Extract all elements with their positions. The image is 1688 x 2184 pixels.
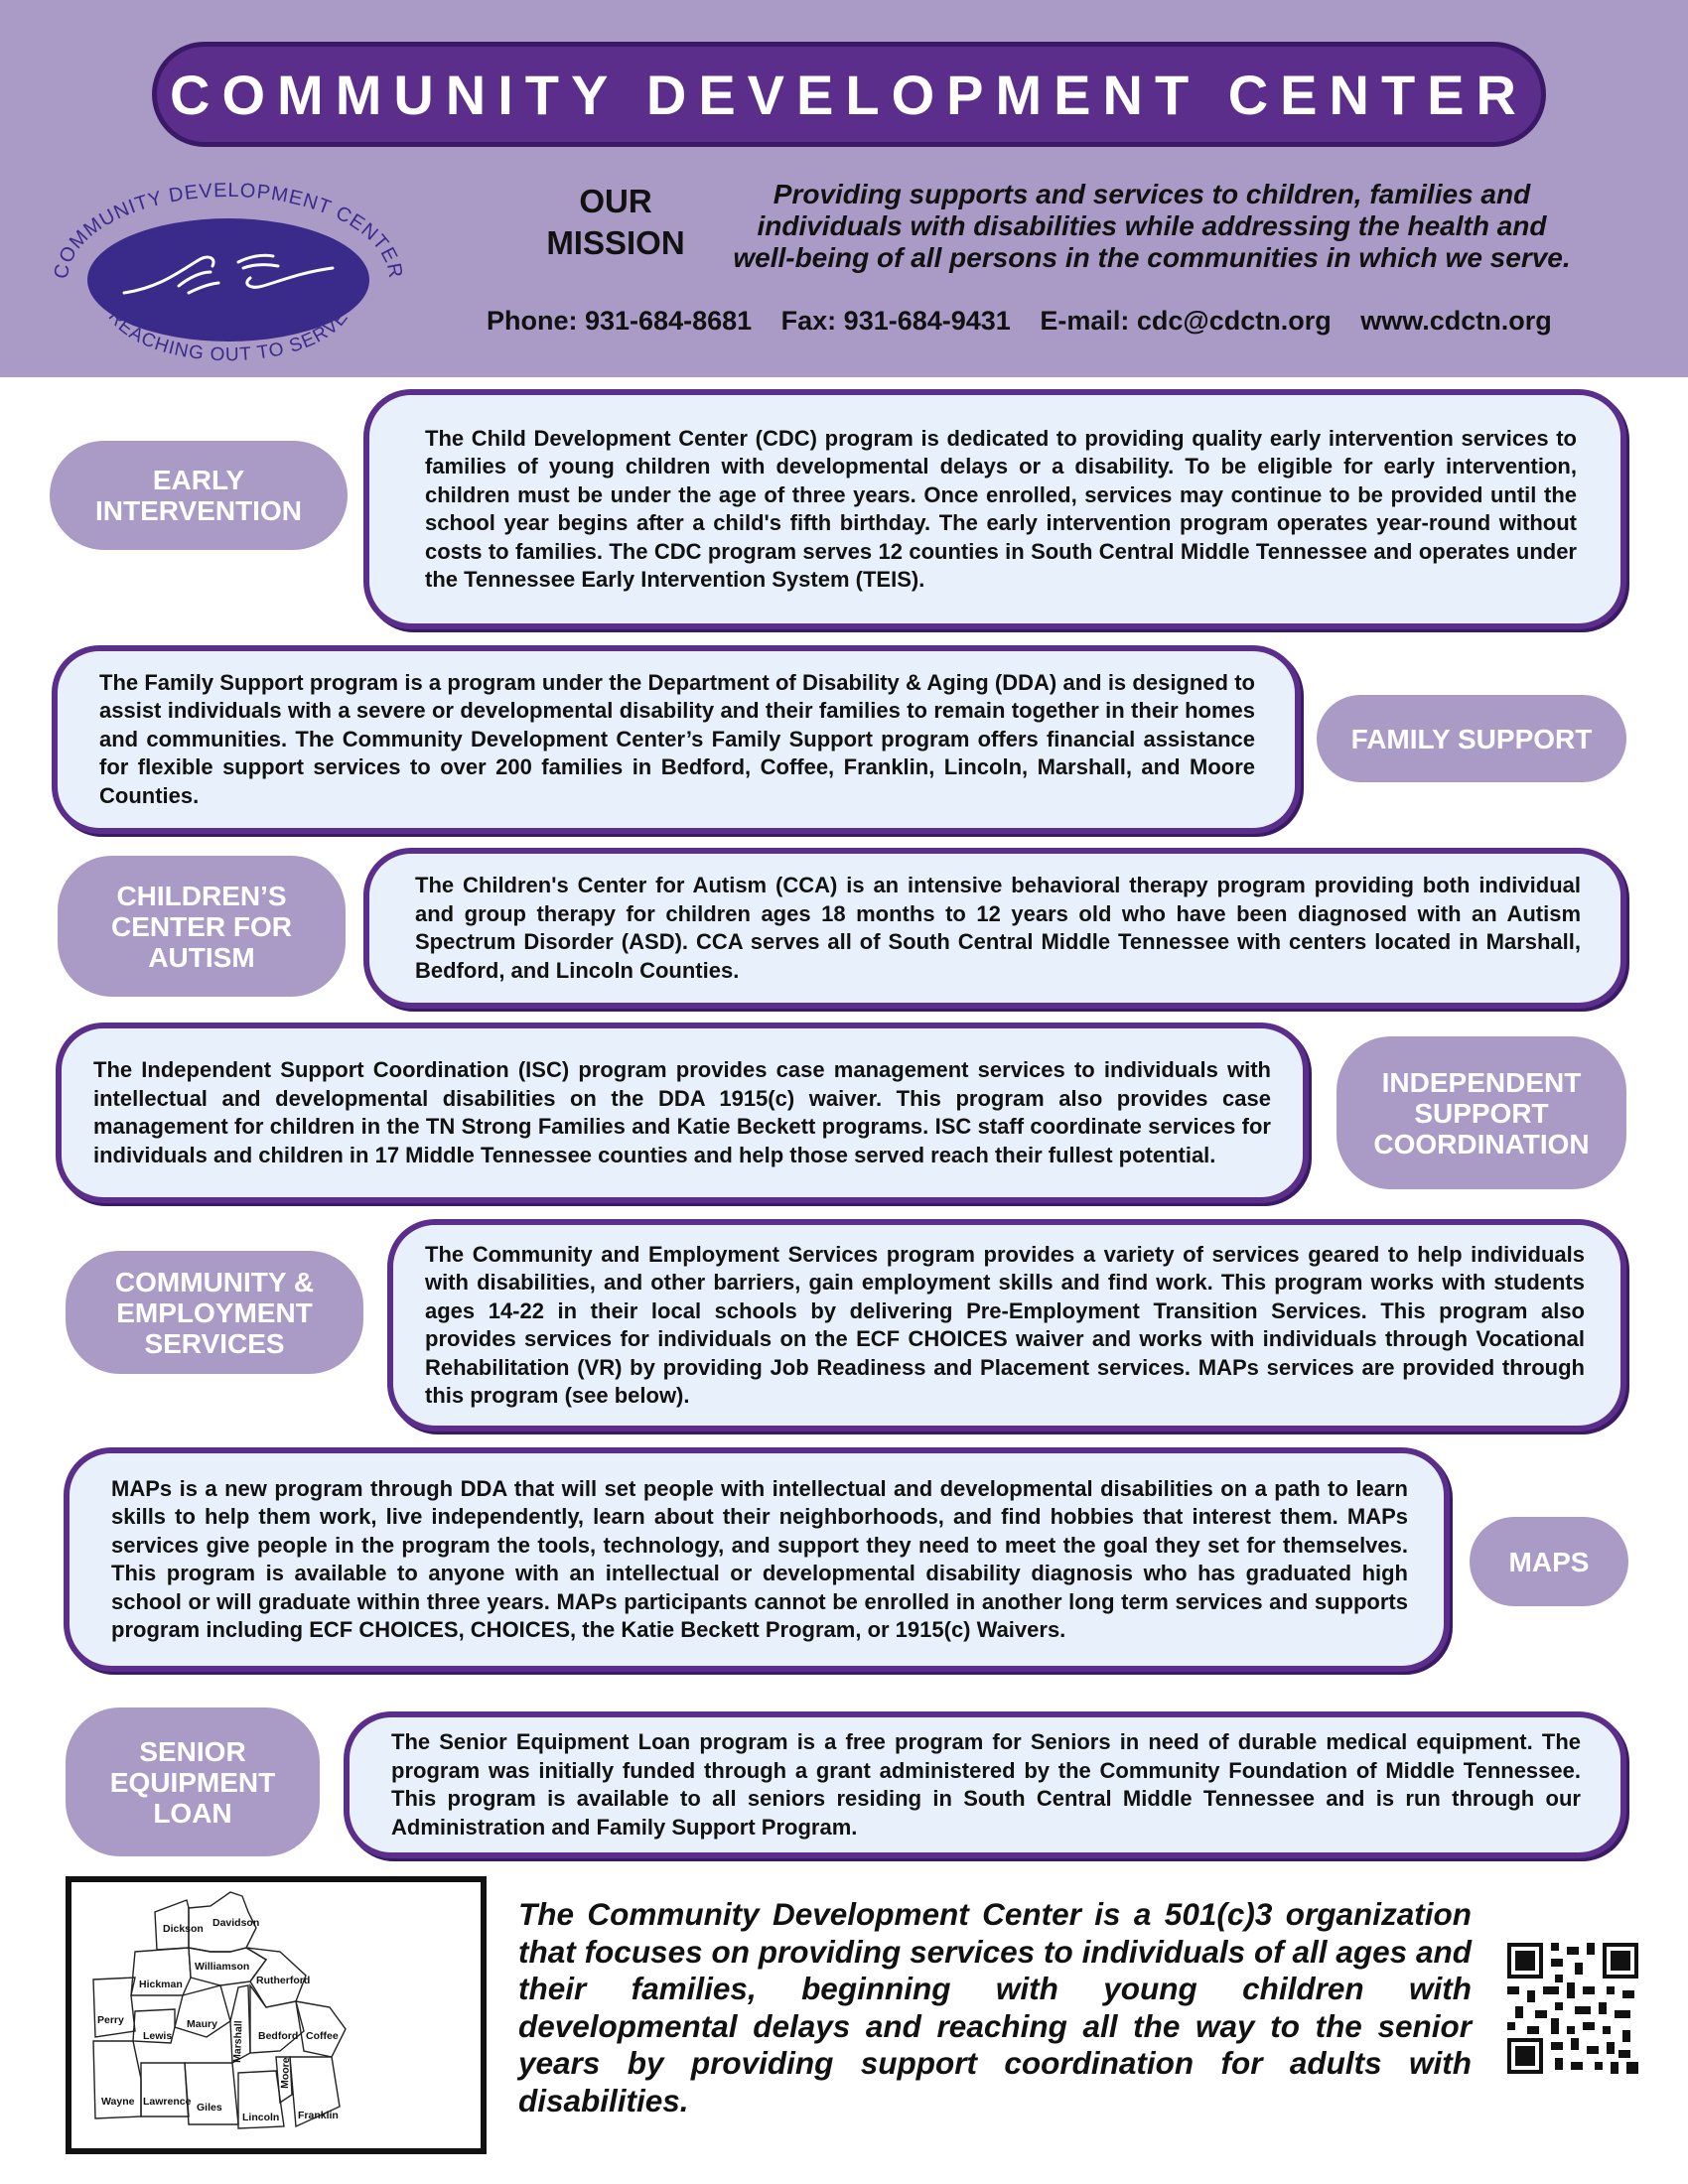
senior-equipment-loan-description [344,1711,1626,1858]
county-lewis: Lewis [143,2030,173,2042]
fax-number: Fax: 931-684-9431 [780,306,1011,336]
county-coffee: Coffee [306,2030,339,2042]
family-support-text: The Family Support program is a program under the Department of Disability & Aging (DDA) and is designed to assist individuals with a severe or developmental disability and their families to remain together in their homes and communities. The Community Development Center’s Family Support program offers financial assistance for flexible support services to over 200 families in Bedford, Coffee, Franklin, Lincoln, Marshall, and Moore Counties. [99,669,1255,808]
county-lawrence: Lawrence [143,2096,192,2108]
website-link[interactable]: www.cdctn.org [1360,306,1552,336]
contact-info [487,306,1574,337]
early-intervention-label: EARLY INTERVENTION [50,441,348,550]
independent-support-coordination-description [56,1023,1309,1203]
county-bedford: Bedford [258,2030,299,2042]
maps-text: MAPs is a new program through DDA that will set people with intellectual and developmental disabilities on a path to learn skills to help them work, live independently, learn about their neighborhoods, and find hobbies that interest them. MAPs services give people in the program the tools, technology, and support they need to meet the goal they set for themselves. This program is available to anyone with an intellectual or developmental disability diagnosis who has graduated high school or will graduate within three years. MAPs participants cannot be enrolled in another long term services and supports program including ECF CHOICES, CHOICES, the Katie Beckett Program, or 1915(c) Waivers. [111,1475,1408,1642]
organization-summary: The Community Development Center is a 501(c)3 organization that focuses on providing services to individuals of all ages and their families, beginning with young children with developmental delays and reaching all the way to the senior years by providing support coordination for adults with disabilities. [518,1896,1472,2118]
childrens-center-for-autism-text: The Children's Center for Autism (CCA) is an intensive behavioral therapy program providing both individual and group therapy for children ages 18 months to 12 years old who have been diagnosed with an Autism Spectrum Disorder (ASD). CCA serves all of South Central Middle Tennessee with centers located in Marshall, Bedford, and Lincoln Counties. [415,873,1581,983]
senior-equipment-loan-text: The Senior Equipment Loan program is a free program for Seniors in need of durable medical equipment. The program was initially funded through a grant administered by the Community Foundation of Middle Tennessee. This program is available to all seniors residing in South Central Middle Tennessee and is run through our Administration and Family Support Program. [391,1729,1581,1840]
county-franklin: Franklin [298,2110,339,2121]
community-employment-services-description [387,1219,1626,1432]
county-davidson: Davidson [212,1917,260,1929]
county-rutherford: Rutherford [256,1975,311,1986]
logo-top-text: COMMUNITY DEVELOPMENT CENTER [50,179,407,281]
logo-bottom-text: REACHING OUT TO SERVE [103,306,353,366]
maps-label: MAPS [1470,1517,1628,1606]
early-intervention-description [363,389,1626,629]
family-support-label: FAMILY SUPPORT [1317,695,1626,782]
county-giles: Giles [197,2102,222,2114]
county-hickman: Hickman [139,1979,183,1990]
county-moore: Moore [279,2057,293,2090]
county-marshall: Marshall [231,2020,245,2064]
county-wayne: Wayne [101,2096,135,2108]
independent-support-coordination-label: INDEPENDENT SUPPORT COORDINATION [1336,1036,1626,1189]
community-employment-services-text: The Community and Employment Services program provides a variety of services geared to help individuals with disabilities, and other barriers, gain employment skills and find work. This program works with students ages 14-22 in their local schools by delivering Pre-Employment Transition Services. This program also provides services for individuals on the ECF CHOICES waiver and works with individuals through Vocational Rehabilitation (VR) by providing Job Readiness and Placement services. MAPs services are provided through this program (see below). [425,1241,1585,1408]
county-dickson: Dickson [163,1923,204,1935]
county-perry: Perry [97,2014,124,2026]
childrens-center-for-autism-description [363,848,1626,1009]
qr-code-icon[interactable] [1507,1943,1638,2074]
header-banner [0,0,1688,377]
county-map [66,1876,487,2154]
phone-number: Phone: 931-684-8681 [487,306,753,336]
early-intervention-text: The Child Development Center (CDC) program is dedicated to providing quality early intervention services to families of young children with developmental delays or a disability. To be eligible for early intervention, children must be under the age of three years. Once enrolled, services may continue to be provided until the school year begins after a child's fifth birthday. The early intervention program operates year-round without costs to families. The CDC program serves 12 counties in South Central Middle Tennessee and operates under the Tennessee Early Intervention System (TEIS). [425,425,1577,592]
family-support-description [52,645,1301,834]
mission-statement: Providing supports and services to children, families and individuals with disabilities while addressing the health and well-being of all persons in the communities in which we serve. [733,179,1571,273]
mission-label: OUR MISSION [546,183,685,261]
organization-logo [40,169,417,367]
county-lincoln: Lincoln [242,2112,280,2123]
page-title: COMMUNITY DEVELOPMENT CENTER [152,42,1546,147]
community-employment-services-label: COMMUNITY & EMPLOYMENT SERVICES [66,1251,363,1374]
county-williamson: Williamson [195,1961,250,1973]
senior-equipment-loan-label: SENIOR EQUIPMENT LOAN [66,1707,320,1856]
county-maury: Maury [187,2018,217,2030]
email-address[interactable]: E-mail: cdc@cdctn.org [1040,306,1332,336]
independent-support-coordination-text: The Independent Support Coordination (ISC) program provides case management services to individuals with intellectual and developmental disabilities on the DDA 1915(c) waiver. This program also provides case management for children in the TN Strong Families and Katie Beckett programs. ISC staff coordinate services for individuals and children in 17 Middle Tennessee counties and help those served reach their fullest potential. [93,1057,1271,1167]
maps-description [64,1447,1450,1672]
childrens-center-for-autism-label: CHILDREN’S CENTER FOR AUTISM [58,856,346,997]
